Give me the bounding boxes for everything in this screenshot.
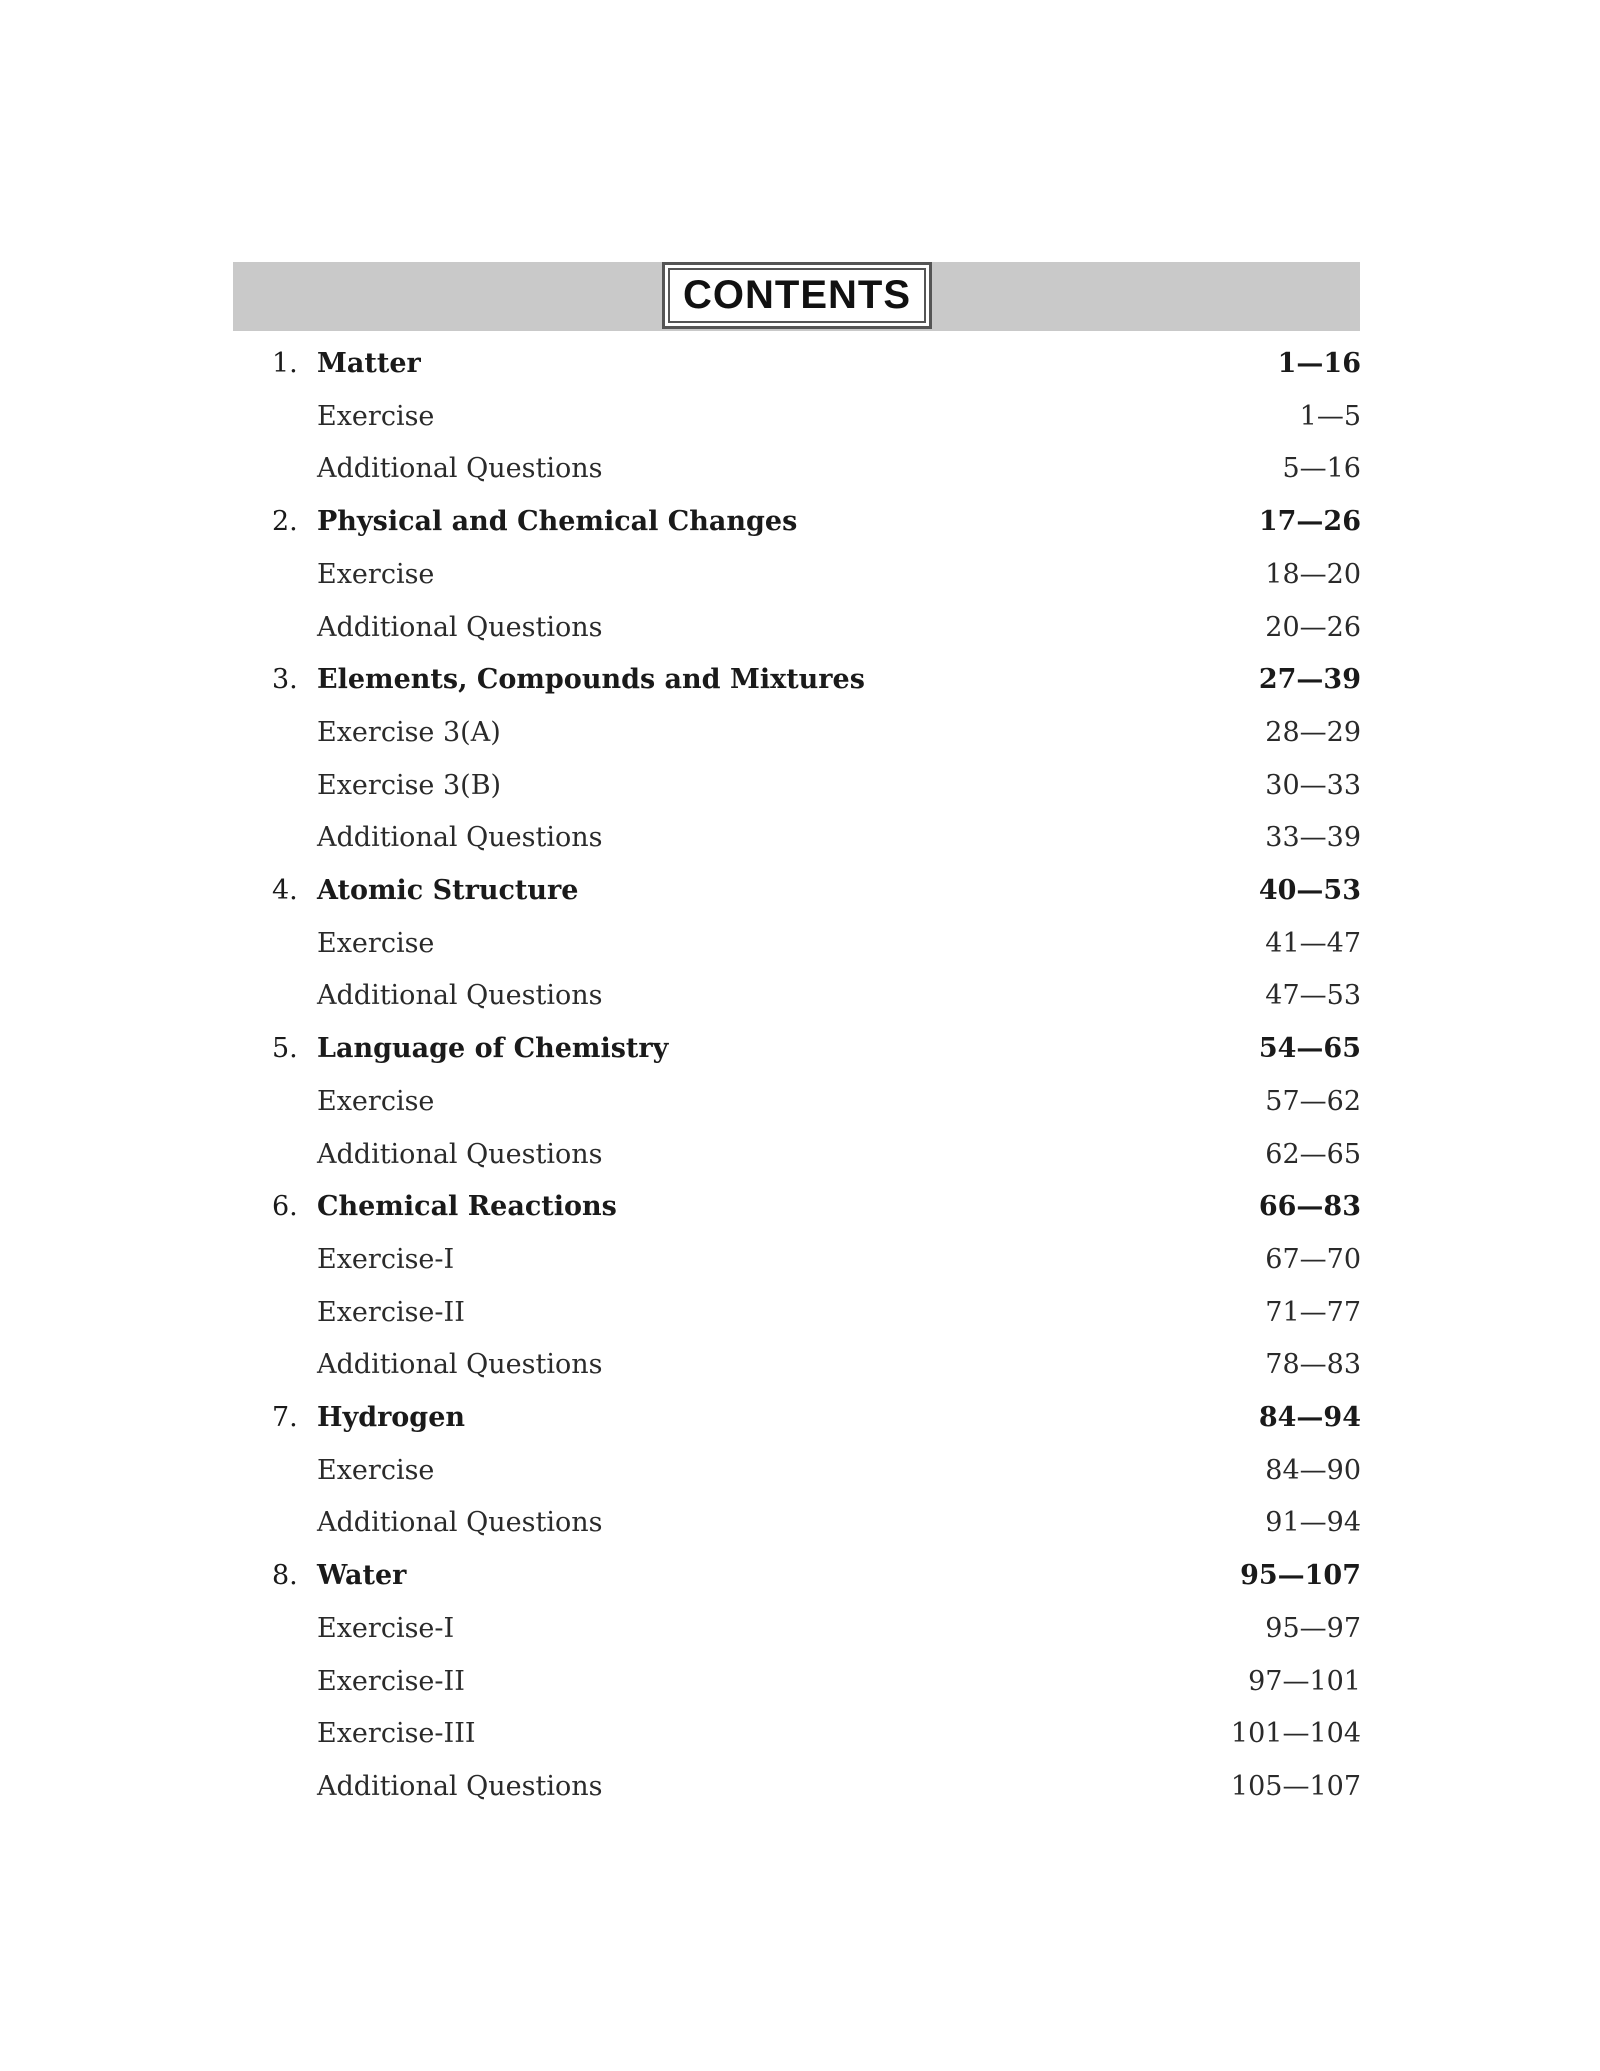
chapter-number: 8. <box>272 1560 298 1592</box>
section-row[interactable] <box>0 1128 1600 1181</box>
chapter-number: 7. <box>272 1402 298 1433</box>
chapter-number: 1. <box>272 348 298 379</box>
chapter-title: Hydrogen <box>317 1402 465 1433</box>
chapter-row[interactable] <box>0 1391 1600 1444</box>
section-page-range: 84—90 <box>1265 1454 1361 1486</box>
chapter-title: Water <box>317 1560 407 1592</box>
chapter-number: 6. <box>272 1191 298 1223</box>
chapter-page-range: 95—107 <box>1240 1560 1361 1592</box>
section-label: Additional Questions <box>317 453 603 485</box>
chapter-title: Matter <box>317 348 421 379</box>
section-label: Additional Questions <box>317 1770 603 1802</box>
section-page-range: 78—83 <box>1265 1349 1361 1381</box>
section-row[interactable] <box>0 1602 1600 1655</box>
chapter-page-range: 40—53 <box>1258 875 1361 906</box>
section-label: Exercise-II <box>317 1665 465 1697</box>
section-page-range: 1—5 <box>1299 400 1361 432</box>
section-page-range: 18—20 <box>1265 558 1361 590</box>
section-label: Additional Questions <box>317 1349 603 1381</box>
chapter-page-range: 1—16 <box>1277 348 1361 379</box>
section-row[interactable] <box>0 811 1600 864</box>
section-page-range: 5—16 <box>1282 453 1361 485</box>
section-page-range: 28—29 <box>1265 716 1361 748</box>
section-row[interactable] <box>0 706 1600 759</box>
section-label: Exercise <box>317 1085 435 1117</box>
section-page-range: 97—101 <box>1248 1665 1361 1697</box>
chapter-page-range: 17—26 <box>1258 506 1361 538</box>
chapter-number: 4. <box>272 875 298 906</box>
chapter-page-range: 27—39 <box>1258 664 1361 696</box>
section-page-range: 95—97 <box>1265 1612 1361 1644</box>
section-page-range: 57—62 <box>1265 1085 1361 1117</box>
section-row[interactable] <box>0 1338 1600 1391</box>
section-page-range: 62—65 <box>1265 1138 1361 1170</box>
section-label: Additional Questions <box>317 1138 603 1170</box>
section-row[interactable] <box>0 917 1600 970</box>
chapter-title: Elements, Compounds and Mixtures <box>317 664 865 696</box>
chapter-page-range: 54—65 <box>1258 1033 1361 1065</box>
chapter-row[interactable] <box>0 653 1600 706</box>
section-label: Exercise-I <box>317 1243 455 1275</box>
section-row[interactable] <box>0 759 1600 812</box>
chapter-page-range: 66—83 <box>1258 1191 1361 1223</box>
chapter-title: Atomic Structure <box>317 875 579 906</box>
section-label: Additional Questions <box>317 611 603 643</box>
chapter-number: 2. <box>272 506 298 538</box>
section-row[interactable] <box>0 1286 1600 1339</box>
section-row[interactable] <box>0 969 1600 1022</box>
section-label: Additional Questions <box>317 980 603 1012</box>
section-row[interactable] <box>0 1707 1600 1760</box>
section-row[interactable] <box>0 1760 1600 1813</box>
chapter-row[interactable] <box>0 864 1600 917</box>
chapter-number: 3. <box>272 664 298 696</box>
section-label: Exercise 3(A) <box>317 716 501 748</box>
chapter-row[interactable] <box>0 1022 1600 1075</box>
section-label: Additional Questions <box>317 1507 603 1539</box>
section-row[interactable] <box>0 548 1600 601</box>
section-page-range: 67—70 <box>1265 1243 1361 1275</box>
section-label: Exercise <box>317 927 435 959</box>
section-page-range: 105—107 <box>1230 1770 1361 1802</box>
section-page-range: 91—94 <box>1265 1507 1361 1539</box>
chapter-row[interactable] <box>0 1549 1600 1602</box>
section-page-range: 47—53 <box>1265 980 1361 1012</box>
section-label: Exercise <box>317 558 435 590</box>
section-row[interactable] <box>0 442 1600 495</box>
section-label: Exercise <box>317 400 435 432</box>
section-row[interactable] <box>0 1444 1600 1497</box>
section-label: Exercise-II <box>317 1296 465 1328</box>
chapter-title: Language of Chemistry <box>317 1033 669 1065</box>
contents-title-box <box>662 262 932 329</box>
section-page-range: 20—26 <box>1265 611 1361 643</box>
section-page-range: 41—47 <box>1265 927 1361 959</box>
section-row[interactable] <box>0 390 1600 443</box>
section-label: Exercise-III <box>317 1718 476 1750</box>
section-row[interactable] <box>0 1233 1600 1286</box>
chapter-number: 5. <box>272 1033 298 1065</box>
chapter-title: Physical and Chemical Changes <box>317 506 798 538</box>
chapter-title: Chemical Reactions <box>317 1191 617 1223</box>
section-row[interactable] <box>0 1496 1600 1549</box>
section-page-range: 33—39 <box>1265 822 1361 854</box>
section-page-range: 101—104 <box>1230 1718 1361 1750</box>
chapter-page-range: 84—94 <box>1258 1402 1361 1433</box>
section-label: Exercise <box>317 1454 435 1486</box>
section-label: Exercise-I <box>317 1612 455 1644</box>
section-row[interactable] <box>0 1655 1600 1708</box>
section-page-range: 30—33 <box>1265 769 1361 801</box>
section-label: Additional Questions <box>317 822 603 854</box>
chapter-row[interactable] <box>0 1180 1600 1233</box>
page-title: CONTENTS <box>683 273 911 317</box>
chapter-row[interactable] <box>0 495 1600 548</box>
section-page-range: 71—77 <box>1265 1296 1361 1328</box>
chapter-row[interactable] <box>0 337 1600 390</box>
section-row[interactable] <box>0 1075 1600 1128</box>
section-label: Exercise 3(B) <box>317 769 502 801</box>
section-row[interactable] <box>0 601 1600 654</box>
